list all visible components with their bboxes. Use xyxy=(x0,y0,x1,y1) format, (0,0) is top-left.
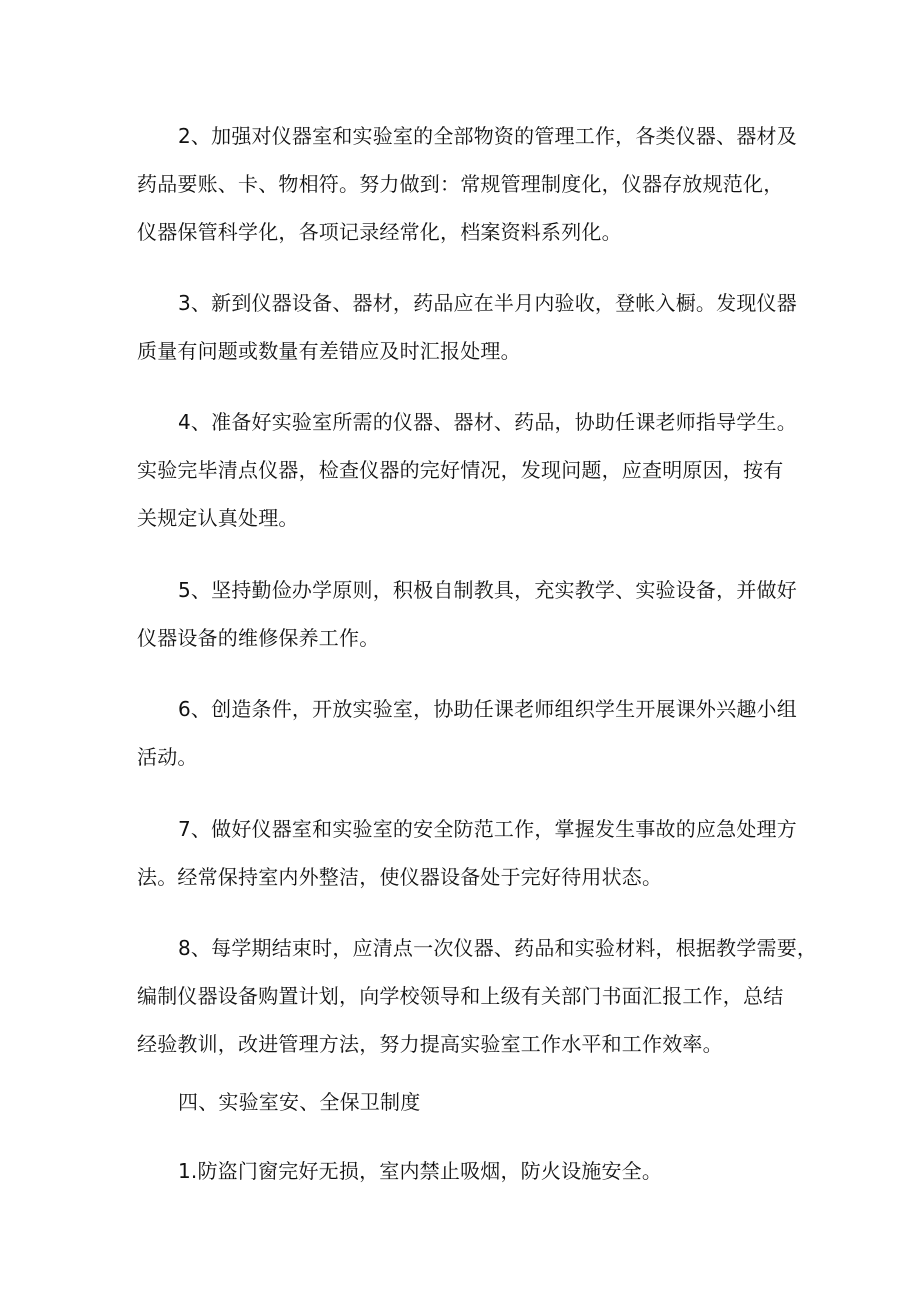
paragraph-8-line-1: 8、每学期结束时，应清点一次仪器、药品和实验材料，根据教学需要， xyxy=(178,936,818,960)
paragraph-2-line-1: 2、加强对仪器室和实验室的全部物资的管理工作，各类仪器、器材及 xyxy=(178,124,797,148)
paragraph-7-line-2: 法。经常保持室内外整洁，使仪器设备处于完好待用状态。 xyxy=(137,865,663,889)
paragraph-8-line-3: 经验教训，改进管理方法，努力提高实验室工作水平和工作效率。 xyxy=(137,1032,723,1056)
paragraph-4-line-2: 实验完毕清点仪器，检查仪器的完好情况，发现问题，应查明原因，按有 xyxy=(137,458,784,482)
paragraph-3-line-1: 3、新到仪器设备、器材，药品应在半月内验收，登帐入橱。发现仪器 xyxy=(178,291,797,315)
paragraph-2-line-3: 仪器保管科学化，各项记录经常化，档案资料系列化。 xyxy=(137,220,622,244)
security-item-1: 1.防盗门窗完好无损，室内禁止吸烟，防火设施安全。 xyxy=(178,1159,663,1183)
paragraph-7-line-1: 7、做好仪器室和实验室的安全防范工作，掌握发生事故的应急处理方 xyxy=(178,817,797,841)
section-heading: 四、实验室安、全保卫制度 xyxy=(178,1090,421,1114)
paragraph-4-line-1: 4、准备好实验室所需的仪器、器材、药品，协助任课老师指导学生。 xyxy=(178,410,797,434)
paragraph-2-line-2: 药品要账、卡、物相符。努力做到：常规管理制度化，仪器存放规范化， xyxy=(137,172,784,196)
paragraph-3-line-2: 质量有问题或数量有差错应及时汇报处理。 xyxy=(137,339,521,363)
paragraph-6-line-1: 6、创造条件，开放实验室，协助任课老师组织学生开展课外兴趣小组 xyxy=(178,697,797,721)
paragraph-5-line-2: 仪器设备的维修保养工作。 xyxy=(137,626,380,650)
paragraph-4-line-3: 关规定认真处理。 xyxy=(137,506,299,530)
paragraph-6-line-2: 活动。 xyxy=(137,745,198,769)
paragraph-5-line-1: 5、坚持勤俭办学原则，积极自制教具，充实教学、实验设备，并做好 xyxy=(178,578,797,602)
paragraph-8-line-2: 编制仪器设备购置计划，向学校领导和上级有关部门书面汇报工作，总结 xyxy=(137,984,784,1008)
